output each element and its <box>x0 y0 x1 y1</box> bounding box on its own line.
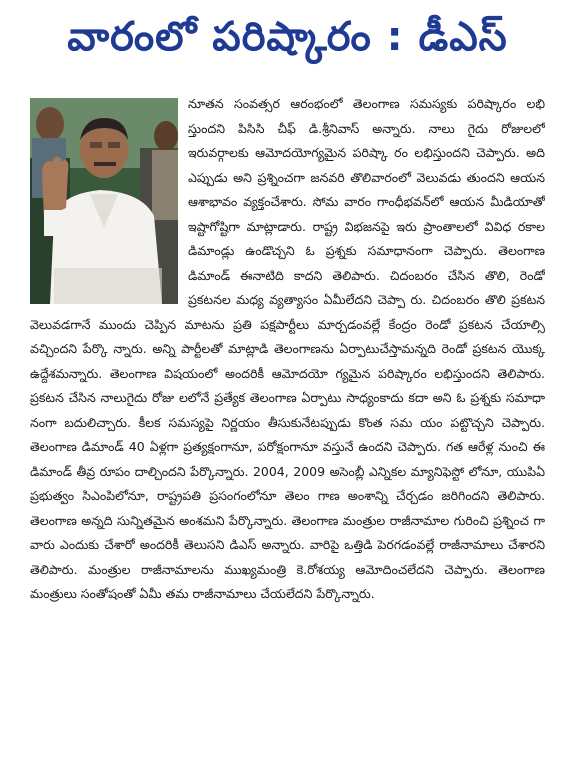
article-text: నూతన సంవత్సర ఆరంభంలో తెలంగాణ సమస్యకు పరిష్కారం లభి స్తుందని పిసిసి చీఫ్ డి.శ్రీనివాస్ అన్నారు. నాలు గైదు రోజులలో ఇరువర్గాలకు ఆమోదయోగ్యమైన పరిష్కా రం లభిస్తుందని చెప్పారు. అది ఎప్పుడు అని ప్రశ్నించగా జనవరి తొలివారంలో వెలువడు తుందని ఆయన ఆశాభావం వ్యక్తంచేశారు. సోమ వారం గాంధీభవన్‌లో ఆయన మీడియాతో ఇష్టాగోష్టిగా మాట్లాడారు. రాష్ట్ర విభజనపై ఇరు ప్రాంతాలలో వివిధ రకాల డిమాండ్లు ఉండొచ్చని ఓ ప్రశ్నకు సమాధానంగా చెప్పారు. తెలంగాణ డిమాండ్ ఈనాటిది కాదని తెలిపారు. చిదంబరం చేసిన తొలి, రెండో ప్రకటనల మధ్య వ్యత్యాసం ఏమీలేదని చెప్పా రు. చిదంబరం తొలి ప్రకటన వెలువడగానే ముందు చెప్పిన మాటను ప్రతి పక్షపార్టీలు మార్చడంవల్లే కేంద్రం రెండో ప్రకటన చేయాల్సి వచ్చిందని పేర్కొ న్నారు. అన్ని పార్టీలతో మాట్లాడి తెలంగాణను ఏర్పాటుచేస్తామన్నది రెండో ప్రకటన యొక్క ఉద్దేశమన్నారు. తెలంగాణ విషయంలో అందరికీ ఆమోదయో గ్యమైన పరిష్కారం లభిస్తుందని తెలిపారు. ప్రకటన చేసిన నాలుగైదు రోజు లలోనే ప్రత్యేక తెలంగాణ ఏర్పాటు సాధ్యంకాదు కదా అని ఓ ప్రశ్నకు సమాధా నంగా బదులిచ్చారు. కీలక సమస్యపై నిర్ణయం తీసుకునేటప్పుడు కొంత సమ యం పట్టొచ్చని చెప్పారు. తెలంగాణ డిమాండ్ 40 ఏళ్లగా ప్రత్యక్షంగానూ, పరోక్షంగానూ వస్తునే ఉందని చెప్పారు. గత ఆరేళ్ల నుంచి ఈ డిమాండ్ తీవ్ర రూపం దాల్చిందని పేర్కొన్నారు. 2004, 2009 అసెంబ్లీ ఎన్నికల మ్యానిఫెస్టో లోనూ, యుపిఏ ప్రభుత్వం సిఎంపిలోనూ, రాష్ట్రపతి ప్రసంగంలోనూ తెలం గాణ అంశాన్ని చేర్చడం జరిగిందని తెలిపారు. తెలంగాణ అన్నది సున్నితమైన అంశమని పేర్కొన్నారు. తెలంగాణ మంత్రుల రాజీనామాల గురించి ప్రశ్నించ గా వారు ఎందుకు చేశారో అందరికీ తెలుసని డిఎస్ అన్నారు. వారిపై ఒత్తిడి పెరగడంవల్లే రాజీనామాలు చేశారని తెలిపారు. మంత్రుల రాజీనామాలను ముఖ్యమంత్రి కె.రోశయ్య ఆమోదించలేదని చెప్పారు. తెలంగాణ మంత్రులు సంతోషంతో ఏమీ తమ రాజీనామాలు చేయలేదని పేర్కొన్నారు. <box>30 96 545 601</box>
article-body <box>30 92 545 762</box>
headline: వారంలో పరిష్కారం : డీఎస్ <box>67 14 508 60</box>
photo-spacer <box>30 92 188 310</box>
